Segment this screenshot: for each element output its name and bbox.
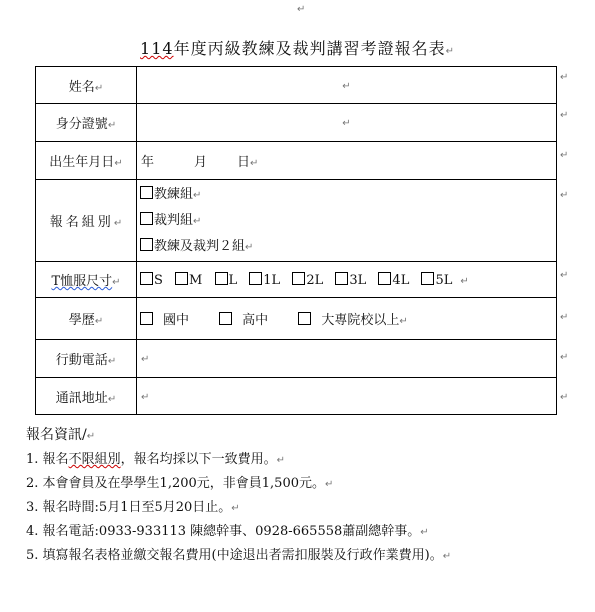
row-id <box>36 104 557 142</box>
checkbox-size-l[interactable] <box>215 272 228 285</box>
size-option-3l[interactable]: 3L <box>335 272 366 288</box>
size-option-4l[interactable]: 4L <box>378 272 409 288</box>
info-heading: 報名資訊/↵ <box>26 427 96 443</box>
address-field[interactable]: ↵ <box>137 378 557 415</box>
row-name <box>36 67 557 104</box>
edu-option-junior-high[interactable]: 國中 <box>140 309 189 328</box>
registration-form-table <box>35 66 557 415</box>
name-field[interactable]: ↵ <box>137 67 557 104</box>
row-group <box>36 180 557 262</box>
title-text: 年度丙級教練及裁判講習考證報名表 <box>173 39 446 58</box>
info-item: 3. 報名時間:5月1日至5月20日止。↵ <box>26 500 240 515</box>
checkbox-size-1l[interactable] <box>249 272 262 285</box>
row-end-mark: ↵ <box>560 352 569 363</box>
title-year: 114 <box>140 39 174 58</box>
row-end-mark: ↵ <box>560 312 569 323</box>
checkbox-size-5l[interactable] <box>421 272 434 285</box>
size-option-1l[interactable]: 1L <box>249 272 280 288</box>
checkbox-coach[interactable] <box>140 186 153 199</box>
address-label: 通訊地址↵ <box>36 378 137 415</box>
edu-option-college[interactable]: 大專院校以上 <box>298 309 399 328</box>
id-label: 身分證號↵ <box>36 104 137 142</box>
tshirt-options: S M L 1L 2L 3L 4L 5L ↵ <box>137 262 557 298</box>
group-options <box>137 180 557 262</box>
group-option-referee[interactable]: 裁判組↵ <box>140 208 552 234</box>
checkbox-size-3l[interactable] <box>335 272 348 285</box>
row-address <box>36 378 557 415</box>
info-item: 5. 填寫報名表格並繳交報名費用(中途退出者需扣服裝及行政作業費用)。↵ <box>26 548 452 563</box>
tshirt-label: T恤服尺寸↵ <box>36 262 137 298</box>
phone-field[interactable]: ↵ <box>137 340 557 378</box>
dob-year-label: 年 <box>141 155 155 170</box>
checkbox-college[interactable] <box>298 312 311 325</box>
group-label: 報名組別↵ <box>36 180 137 262</box>
info-item: 2. 本會會員及在學學生1,200元，非會員1,500元。↵ <box>26 476 334 491</box>
info-item: 4. 報名電話:0933-933113 陳總幹事、0928-665558蕭副總幹事。↵ <box>26 524 429 539</box>
row-tshirt <box>36 262 557 298</box>
checkbox-both[interactable] <box>140 238 153 251</box>
checkbox-size-4l[interactable] <box>378 272 391 285</box>
dob-month-label: 月 <box>194 155 208 170</box>
group-option-both[interactable]: 教練及裁判２組↵ <box>140 234 552 260</box>
row-end-mark: ↵ <box>560 72 569 83</box>
education-options: 國中 高中 大專院校以上↵ <box>137 298 557 340</box>
row-education <box>36 298 557 340</box>
size-option-s[interactable]: S <box>140 272 163 288</box>
info-item: 1. 報名不限組別，報名均採以下一致費用。↵ <box>26 452 285 467</box>
row-end-mark: ↵ <box>560 150 569 161</box>
group-option-coach[interactable]: 教練組↵ <box>140 182 552 208</box>
checkbox-size-s[interactable] <box>140 272 153 285</box>
size-option-l[interactable]: L <box>215 272 238 288</box>
checkbox-referee[interactable] <box>140 212 153 225</box>
row-dob <box>36 142 557 180</box>
paragraph-mark: ↵ <box>297 4 306 15</box>
row-phone <box>36 340 557 378</box>
checkbox-junior-high[interactable] <box>140 312 153 325</box>
dob-label: 出生年月日↵ <box>36 142 137 180</box>
name-label: 姓名↵ <box>36 67 137 104</box>
form-title: 114年度丙級教練及裁判講習考證報名表↵ <box>140 39 455 58</box>
edu-option-senior-high[interactable]: 高中 <box>219 309 268 328</box>
dob-day-label: 日 <box>237 155 251 170</box>
row-end-mark: ↵ <box>560 270 569 281</box>
size-option-m[interactable]: M <box>175 272 202 288</box>
checkbox-size-m[interactable] <box>175 272 188 285</box>
education-label: 學歷↵ <box>36 298 137 340</box>
dob-field[interactable]: 年 月 日↵ <box>137 142 557 180</box>
size-option-5l[interactable]: 5L <box>421 272 452 288</box>
registration-info <box>26 424 451 568</box>
checkbox-size-2l[interactable] <box>292 272 305 285</box>
size-option-2l[interactable]: 2L <box>292 272 323 288</box>
phone-label: 行動電話↵ <box>36 340 137 378</box>
checkbox-senior-high[interactable] <box>219 312 232 325</box>
id-field[interactable]: ↵ <box>137 104 557 142</box>
row-end-mark: ↵ <box>560 190 569 201</box>
row-end-mark: ↵ <box>560 392 569 403</box>
row-end-mark: ↵ <box>560 110 569 121</box>
